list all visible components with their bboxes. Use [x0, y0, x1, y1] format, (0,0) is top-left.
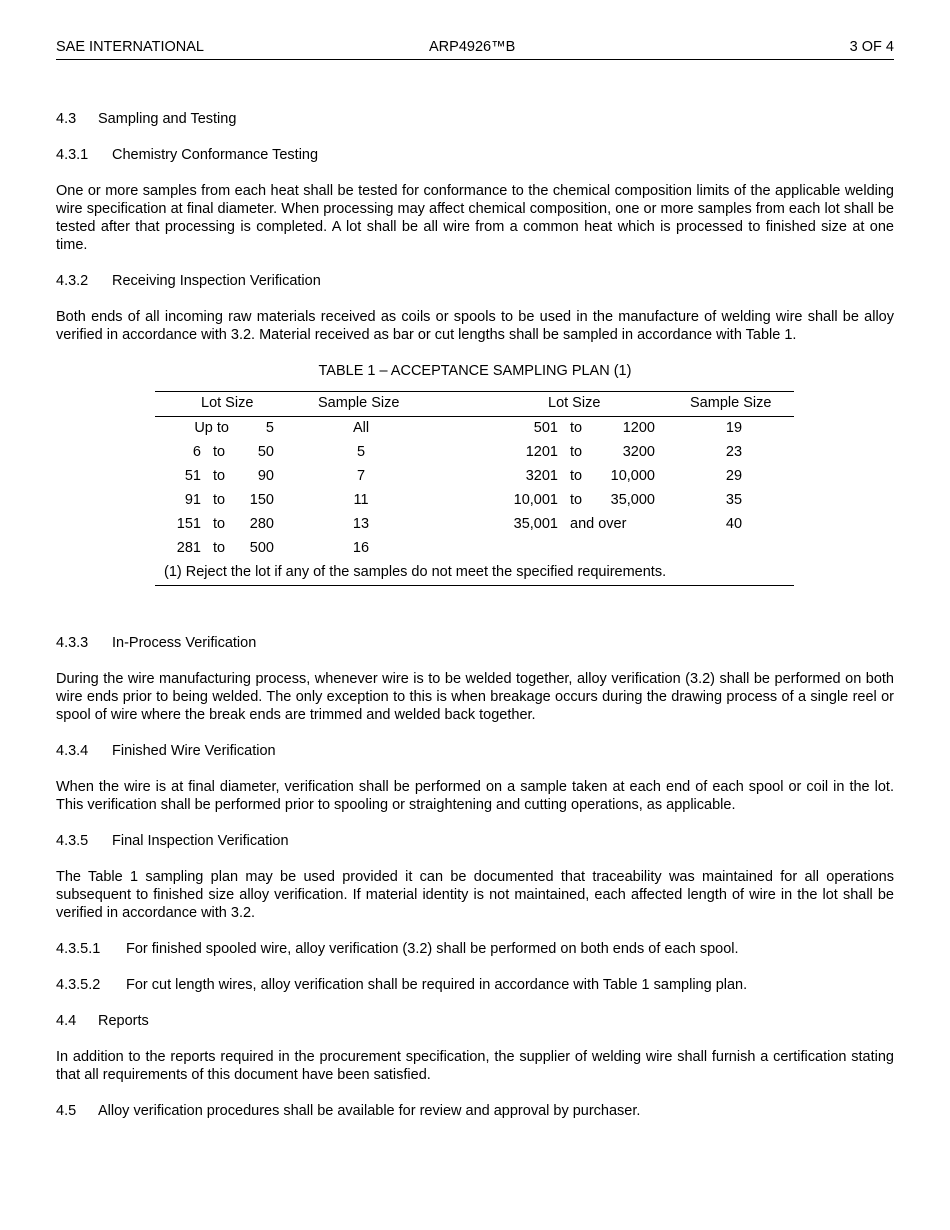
page-header — [56, 39, 894, 60]
right-row-to: 3200 — [622, 444, 655, 460]
left-row-sample: All — [352, 420, 370, 436]
right-row-from: 10,001 — [513, 492, 558, 508]
section-4-4-heading — [56, 1012, 894, 1030]
left-row-to: 500 — [249, 540, 274, 556]
table-header-rule — [155, 416, 794, 417]
left-row-to-word: to — [213, 444, 226, 460]
left-row-from: Up to — [194, 420, 229, 436]
table-footnote: (1) Reject the lot if any of the samples do not meet the specified requirements. — [164, 564, 667, 580]
header-sample-size-right: Sample Size — [690, 395, 772, 411]
section-number: 4.4 — [56, 1013, 77, 1029]
right-row-from: 501 — [533, 420, 558, 436]
left-row-to: 150 — [249, 492, 274, 508]
right-row-sample: 23 — [725, 444, 743, 460]
section-text: For finished spooled wire, alloy verification (3.2) shall be performed on both ends of each spool. — [126, 941, 739, 957]
section-number: 4.3.2 — [56, 273, 89, 289]
section-4-4-paragraph: In addition to the reports required in the procurement specification, the supplier of welding wire shall furnish a certification stating that all requirements of this document have been satisfied. — [56, 1049, 894, 1083]
table-bottom-rule — [155, 585, 794, 586]
right-row-from: 35,001 — [513, 516, 558, 532]
right-row-to-word: and over — [570, 516, 627, 532]
left-row-sample: 16 — [352, 540, 370, 556]
section-4-3-5-1 — [56, 940, 894, 958]
section-title: Reports — [98, 1013, 149, 1029]
right-row-from: 3201 — [525, 468, 558, 484]
section-number: 4.5 — [56, 1103, 77, 1119]
section-number: 4.3.1 — [56, 147, 89, 163]
document-body — [56, 110, 894, 1138]
section-title: Sampling and Testing — [98, 111, 237, 127]
left-row-from: 91 — [184, 492, 201, 508]
left-row-to: 50 — [257, 444, 274, 460]
header-organization: SAE INTERNATIONAL — [56, 39, 204, 55]
right-row-to: 10,000 — [610, 468, 655, 484]
left-row-sample: 11 — [353, 492, 369, 508]
section-4-3-5-2 — [56, 976, 894, 994]
right-row-to-word: to — [570, 420, 583, 436]
section-4-3-4-heading — [56, 742, 894, 760]
section-4-5 — [56, 1102, 894, 1120]
section-title: Final Inspection Verification — [112, 833, 289, 849]
right-row-sample: 19 — [725, 420, 743, 436]
left-row-sample: 5 — [356, 444, 366, 460]
left-row-from: 281 — [176, 540, 201, 556]
header-sample-size-left: Sample Size — [318, 395, 400, 411]
left-row-to-word: to — [213, 492, 226, 508]
section-number: 4.3 — [56, 111, 77, 127]
section-4-3-1-heading — [56, 146, 894, 164]
section-4-3-2-paragraph: Both ends of all incoming raw materials received as coils or spools to be used in the manufacture of welding wire shall be alloy verified in accordance with 3.2. Material received as bar or cut lengths shall be sampled in accordance with Table 1. — [56, 309, 894, 343]
section-4-3-5-paragraph: The Table 1 sampling plan may be used provided it can be documented that traceability was maintained for all operations subsequent to finished size alloy verification. If material identity is not maintained, each affected length of wire in the lot shall be verified in accordance with 3.2. — [56, 869, 894, 921]
section-number: 4.3.5.1 — [56, 941, 101, 957]
section-4-3-5-heading — [56, 832, 894, 850]
left-row-sample: 7 — [356, 468, 366, 484]
section-title: Chemistry Conformance Testing — [112, 147, 319, 163]
right-row-sample: 40 — [725, 516, 743, 532]
table-top-rule — [155, 391, 794, 392]
left-row-to: 90 — [257, 468, 274, 484]
section-4-3-3-heading — [56, 634, 894, 652]
header-document-id: ARP4926™B — [429, 39, 516, 55]
section-4-3-4-paragraph: When the wire is at final diameter, verification shall be performed on a sample taken at each end of each spool or coil in the lot. This verification shall be performed prior to spooling or straightening and cutting operations, as applicable. — [56, 779, 894, 813]
section-number: 4.3.5.2 — [56, 977, 101, 993]
section-title: Finished Wire Verification — [112, 743, 276, 759]
header-lot-size-right: Lot Size — [548, 395, 601, 411]
header-page-number: 3 OF 4 — [849, 39, 894, 55]
section-number: 4.3.4 — [56, 743, 89, 759]
right-row-to-word: to — [570, 468, 583, 484]
section-4-3-heading — [56, 110, 894, 128]
header-lot-size-left: Lot Size — [201, 395, 254, 411]
section-4-3-2-heading — [56, 272, 894, 290]
left-row-from: 151 — [176, 516, 201, 532]
right-row-to-word: to — [570, 492, 583, 508]
right-row-to: 35,000 — [610, 492, 655, 508]
right-row-to: 1200 — [622, 420, 655, 436]
section-text: For cut length wires, alloy verification shall be required in accordance with Table 1 sampling plan. — [126, 977, 748, 993]
right-row-to-word: to — [570, 444, 583, 460]
left-row-sample: 13 — [352, 516, 370, 532]
section-title: In-Process Verification — [112, 635, 257, 651]
sampling-table — [56, 391, 894, 615]
left-row-from: 51 — [184, 468, 201, 484]
left-row-to: 5 — [265, 420, 274, 436]
section-number: 4.3.3 — [56, 635, 89, 651]
right-row-sample: 29 — [725, 468, 743, 484]
right-row-from: 1201 — [525, 444, 558, 460]
left-row-to-word: to — [213, 540, 226, 556]
left-row-from: 6 — [192, 444, 201, 460]
left-row-to-word: to — [213, 516, 226, 532]
section-4-3-1-paragraph: One or more samples from each heat shall be tested for conformance to the chemical composition limits of the applicable welding wire specification at final diameter. When processing may affect chemical composition, one or more samples from each lot shall be tested after that processing is completed. A lot shall be all wire from a common heat which is processed to finished size at one time. — [56, 183, 894, 253]
section-4-3-3-paragraph: During the wire manufacturing process, whenever wire is to be welded together, alloy verification (3.2) shall be performed on both wire ends prior to being welded. The only exception to this is when breakage occurs during the drawing process of a single reel or spool of wire where the break ends are trimmed and welded back together. — [56, 671, 894, 723]
right-row-sample: 35 — [725, 492, 743, 508]
left-row-to: 280 — [249, 516, 274, 532]
left-row-to-word: to — [213, 468, 226, 484]
section-title: Receiving Inspection Verification — [112, 273, 321, 289]
table-title: TABLE 1 – ACCEPTANCE SAMPLING PLAN (1) — [318, 363, 632, 379]
section-text: Alloy verification procedures shall be available for review and approval by purchaser. — [98, 1103, 641, 1119]
section-number: 4.3.5 — [56, 833, 89, 849]
